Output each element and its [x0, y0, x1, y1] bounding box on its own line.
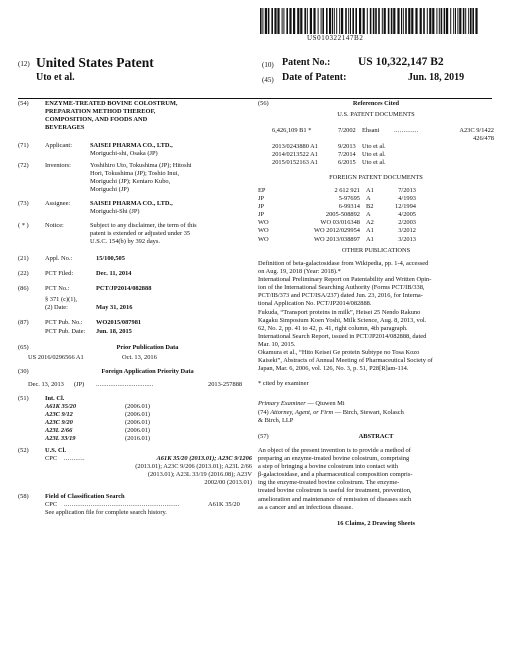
barcode-bar [322, 8, 324, 34]
us-doc-name: Uto et al. [362, 151, 386, 159]
abstract-line: preparing an enzyme-treated bovine colostrum, comprising [258, 455, 410, 463]
barcode-bar [436, 8, 437, 34]
patent-number: US 10,322,147 B2 [358, 56, 444, 68]
foreign-doc-cc: WO [258, 227, 269, 235]
title-line: PREPARATION METHOD THEREOF, [45, 108, 156, 116]
barcode-bar [450, 8, 451, 34]
other-pub-line: 62, No. 2, pp. 41 to 42, p. 41, right column, 4th paragraph. [258, 324, 408, 332]
barcode-bar [350, 8, 351, 34]
barcode-bar [411, 8, 413, 34]
other-pub-line: International Search Report, issued in PCT/JP2014/082888, dated [258, 332, 427, 340]
barcode-bar [397, 8, 399, 34]
foreign-doc-row [258, 211, 494, 219]
barcode-bar [359, 8, 361, 34]
field-code: (58) [18, 493, 29, 500]
code-12: (12) [18, 60, 30, 68]
abstract-line: ing the enzyme-treated bovine colostrum. The enzyme- [258, 479, 400, 487]
prior-code: (65) [18, 344, 29, 351]
pct-filed-date: Dec. 11, 2014 [96, 270, 132, 277]
assignee-label: Assignee: [45, 200, 71, 207]
pct-no-code: (86) [18, 285, 29, 292]
intcl-code: (51) [18, 395, 29, 402]
foreign-doc-number: 2 612 921 [334, 187, 360, 194]
foreign-priority-country: (JP) [74, 381, 85, 388]
field-cpc-dots: ............................................................. [64, 501, 180, 508]
barcode-bar [348, 8, 349, 34]
notice-line: Subject to any disclaimer, the term of this [90, 222, 197, 229]
barcode-bar [457, 8, 458, 34]
barcode-bar [289, 8, 291, 34]
barcode-bar [463, 8, 465, 34]
barcode-bar [373, 8, 375, 34]
barcode-bar [274, 8, 276, 34]
applicant-label: Applicant: [45, 142, 72, 149]
cited-by-examiner: * cited by examiner [258, 380, 309, 387]
abstract-heading: ABSTRACT [358, 433, 394, 440]
foreign-docs-heading: FOREIGN PATENT DOCUMENTS [329, 174, 423, 181]
us-doc-date: 7/2002 [338, 127, 356, 134]
foreign-doc-date: 4/2005 [398, 211, 416, 219]
barcode-bar [321, 8, 322, 34]
field-cpc-value: A61K 35/20 [208, 501, 240, 508]
foreign-doc-date: 3/2012 [398, 227, 416, 235]
foreign-doc-kind: B2 [366, 203, 374, 211]
foreign-doc-cc: JP [258, 211, 265, 219]
foreign-priority-date: Dec. 13, 2013 [28, 381, 64, 388]
barcode-bar [268, 8, 270, 34]
intcl-version: (2006.01) [125, 427, 151, 435]
other-publications [258, 260, 494, 373]
attorney-name-2: & Birch, LLP [258, 417, 294, 424]
other-pub-line: Fukuda, “Transport proteins in milk”, Heisei 25 Nendo Rakuno [258, 308, 421, 316]
other-pub-line: ion of the International Searching Authority (Forms PCT/IB/338, [258, 284, 425, 292]
notice-label: Notice: [45, 222, 64, 229]
abstract-text [258, 447, 494, 512]
foreign-doc-kind: A [366, 195, 371, 203]
barcode-bar [293, 8, 295, 34]
refs-heading: References Cited [352, 100, 400, 107]
foreign-doc-kind: A1 [366, 235, 374, 243]
us-doc-name: Ehsani [362, 127, 380, 134]
pct-pub-number: WO2015/087981 [96, 319, 142, 326]
refs-code: (56) [258, 100, 269, 107]
other-pub-line: on Aug. 19, 2018 (Year: 2018).* [258, 268, 341, 276]
foreign-doc-cc: WO [258, 219, 269, 227]
abstract-line: treated bovine colostrum is useful for treatment, prevention, [258, 487, 412, 495]
s371-label: § 371 (c)(1), [45, 296, 78, 303]
barcode-bar [408, 8, 410, 34]
barcode-bar [341, 8, 343, 34]
barcode-bar [472, 8, 474, 34]
intcl-code-item: A23C 9/12 [45, 411, 73, 419]
barcode-bar [300, 8, 302, 34]
barcode [260, 8, 478, 34]
foreign-priority-dots: ................................ [96, 381, 154, 388]
barcode-bar [441, 8, 443, 34]
barcode-bar [415, 8, 417, 34]
inventors-code: (72) [18, 162, 29, 169]
us-doc-date: 6/2015 [338, 159, 356, 167]
us-doc-class: 426/478 [473, 135, 494, 143]
foreign-doc-row [258, 236, 494, 244]
inventors-line: Moriguchi (JP) [90, 186, 129, 194]
foreign-doc-date: 7/2013 [398, 187, 416, 194]
examiner-line [258, 400, 345, 408]
foreign-doc-kind: A1 [366, 187, 374, 194]
title-code: (54) [18, 100, 29, 107]
inventors-list [90, 162, 250, 194]
attorney-line [258, 409, 404, 417]
barcode-bar [403, 8, 404, 34]
barcode-bar [345, 8, 347, 34]
us-doc-row [258, 127, 494, 135]
barcode-bar [444, 8, 446, 34]
foreign-doc-number: 5-97695 [338, 195, 360, 203]
barcode-bar [355, 8, 357, 34]
other-pub-line: Definition of beta-galactosidase from Wikipedia, pp. 1-4, accessed [258, 260, 429, 267]
other-pub-line: tional Application No. PCT/JP2014/082888. [258, 300, 372, 308]
claims-drawings: 16 Claims, 2 Drawing Sheets [337, 520, 415, 527]
code-45: (45) [262, 76, 274, 84]
other-pub-line: Mar. 10, 2015. [258, 340, 296, 348]
cpc-line-4: 2002/00 (2013.01) [204, 479, 252, 486]
other-pub-line: Okamura et al., “Hito Keisei Ge protein Subtype no Tosa Kozo [258, 349, 420, 357]
pct-filed-code: (22) [18, 270, 29, 277]
s371-date-label: (2) Date: [45, 304, 68, 311]
code-10: (10) [262, 61, 274, 69]
us-doc-name: Uto et al. [362, 143, 386, 151]
barcode-bar [262, 8, 263, 34]
foreign-doc-row [258, 203, 494, 211]
barcode-bar [260, 8, 262, 34]
assignee-location: Moriguchi-Shi (JP) [90, 208, 140, 215]
prior-date: Oct. 13, 2016 [122, 354, 157, 361]
barcode-bar [453, 8, 454, 34]
us-doc-row [258, 151, 494, 159]
attorney-code: (74) [258, 409, 269, 416]
notice-text [90, 222, 250, 246]
other-pub-line: PCT/IB/373 and PCT/ISA/237) dated Jun. 23, 2016, for Interna- [258, 292, 423, 300]
intcl-label: Int. Cl. [45, 395, 65, 402]
foreign-doc-kind: A [366, 211, 371, 219]
us-doc-date: 9/2013 [338, 143, 356, 151]
foreign-priority-number: 2013-257888 [208, 381, 243, 388]
intcl-version: (2006.01) [125, 419, 151, 427]
foreign-doc-date: 3/2013 [398, 235, 416, 243]
intcl-code-item: A23C 9/20 [45, 419, 73, 427]
barcode-bar [326, 8, 328, 34]
uscl-label: U.S. Cl. [45, 447, 66, 454]
barcode-bar [307, 8, 308, 34]
inventors-line: Yoshihiro Uto, Tokushima (JP); Hitoshi [90, 162, 192, 169]
barcode-bar [470, 8, 472, 34]
foreign-doc-number: WO 2012/029954 [314, 227, 360, 235]
us-doc-row [258, 143, 494, 151]
patent-no-label: Patent No.: [282, 57, 331, 68]
notice-line: patent is extended or adjusted under 35 [90, 230, 191, 238]
notice-line: U.S.C. 154(b) by 392 days. [90, 238, 160, 246]
barcode-bar [388, 8, 390, 34]
foreign-doc-number: 6-99314 [338, 203, 360, 211]
foreign-doc-row [258, 187, 494, 195]
barcode-bar [475, 8, 477, 34]
other-pub-line: Kaiseki”, Abstracts of Annual Meeting of Pharmaceutical Society of [258, 357, 433, 365]
barcode-bar [401, 8, 402, 34]
barcode-bar [423, 8, 425, 34]
us-doc-date: 7/2014 [338, 151, 356, 159]
us-doc-row [258, 135, 494, 143]
barcode-bar [459, 8, 461, 34]
foreign-priority-code: (30) [18, 368, 29, 375]
prior-number: US 2016/0296566 A1 [28, 354, 84, 361]
barcode-bar [393, 8, 395, 34]
abstract-line: An object of the present invention is to provide a method of [258, 447, 411, 454]
foreign-doc-kind: A2 [366, 219, 374, 227]
patent-title [45, 100, 245, 132]
intcl-version: (2016.01) [125, 435, 151, 443]
barcode-bar [382, 8, 383, 34]
barcode-bar [363, 8, 365, 34]
barcode-bar [465, 8, 466, 34]
barcode-bar [277, 8, 279, 34]
us-doc-number: 2013/0243880 A1 [272, 143, 318, 151]
us-docs-list [258, 127, 494, 167]
barcode-bar [339, 8, 340, 34]
pct-pub-date-label: PCT Pub. Date: [45, 328, 86, 335]
barcode-bar [370, 8, 372, 34]
intcl-version: (2006.01) [125, 403, 151, 410]
pct-pub-date: Jun. 18, 2015 [96, 328, 132, 335]
title-line: ENZYME-TREATED BOVINE COLOSTRUM, [45, 100, 178, 107]
date-label: Date of Patent: [282, 72, 347, 83]
s371-date: May 31, 2016 [96, 304, 133, 311]
us-docs-heading: U.S. PATENT DOCUMENTS [337, 111, 415, 118]
barcode-bar [332, 8, 333, 34]
foreign-doc-date: 4/1993 [398, 195, 416, 203]
notice-code: ( * ) [18, 222, 29, 229]
barcode-bar [420, 8, 422, 34]
foreign-doc-cc: EP [258, 187, 266, 194]
examiner-label: Primary Examiner [258, 400, 306, 407]
barcode-bar [432, 8, 434, 34]
cpc-line-2: (2013.01); A23C 9/206 (2013.01); A23L 2/66 [135, 463, 252, 470]
other-pub-line: Japan, Mar. 6, 2006, vol. 126, No. 3, p. 51, P28[R]am-114. [258, 365, 409, 373]
us-doc-row [258, 159, 494, 167]
barcode-bar [286, 8, 288, 34]
barcode-bar [378, 8, 380, 34]
barcode-bar [318, 8, 319, 34]
barcode-bar [391, 8, 393, 34]
pct-filed-label: PCT Filed: [45, 270, 74, 277]
barcode-bar [336, 8, 337, 34]
uscl-code: (52) [18, 447, 29, 454]
attorney-name-1: — Birch, Stewart, Kolasch [334, 409, 404, 416]
intcl-code-item: A61K 35/20 [45, 403, 77, 410]
foreign-doc-cc: JP [258, 195, 265, 203]
cpc-label: CPC [45, 455, 58, 462]
abstract-code: (57) [258, 433, 269, 440]
applicant-code: (71) [18, 142, 29, 149]
barcode-bar [367, 8, 368, 34]
barcode-bar [283, 8, 284, 34]
cpc-line-3: (2013.01); A23L 33/19 (2016.08); A23V [147, 471, 252, 478]
barcode-bar [334, 8, 335, 34]
barcode-bar [313, 8, 315, 34]
other-pub-line: Kagaku Simposium Koen Yoshi, Milk Science, Aug. 8, 2013, vol. [258, 316, 427, 324]
pct-pub-label: PCT Pub. No.: [45, 319, 83, 326]
barcode-number: US010322147B2 [307, 34, 364, 42]
foreign-doc-date: 2/2003 [398, 219, 416, 227]
examiner-name: — Qiuwen Mi [307, 400, 345, 407]
assignee-code: (73) [18, 200, 29, 207]
foreign-priority-heading: Foreign Application Priority Data [101, 368, 194, 375]
pct-no-label: PCT No.: [45, 285, 70, 292]
assignee-name: SAISEI PHARMA CO., LTD., [90, 200, 173, 207]
other-publications-heading: OTHER PUBLICATIONS [341, 247, 411, 254]
barcode-bar [265, 8, 267, 34]
applicant-name: SAISEI PHARMA CO., LTD., [90, 142, 173, 149]
foreign-doc-cc: JP [258, 203, 265, 211]
foreign-doc-date: 12/1994 [395, 203, 416, 211]
us-doc-name: Uto et al. [362, 159, 386, 167]
pct-pub-code: (87) [18, 319, 29, 326]
foreign-doc-cc: WO [258, 235, 269, 243]
barcode-bar [427, 8, 428, 34]
cpc-line-1: A61K 35/20 (2013.01); A23C 9/1206 [156, 455, 252, 462]
barcode-bar [429, 8, 431, 34]
intcl-code-item: A23L 33/19 [45, 435, 76, 443]
barcode-bar [282, 8, 283, 34]
pct-number: PCT/JP2014/082888 [96, 285, 152, 292]
barcode-bar [375, 8, 377, 34]
barcode-bar [439, 8, 440, 34]
barcode-bar [468, 8, 469, 34]
inventors-label: Inventors: [45, 162, 71, 169]
field-see: See application file for complete search history. [45, 509, 167, 516]
attorney-label: Attorney, Agent, or Firm [270, 409, 334, 416]
field-cpc-label: CPC [45, 501, 58, 508]
field-label: Field of Classification Search [45, 493, 125, 500]
foreign-doc-row [258, 227, 494, 235]
cpc-dots: ........... [64, 455, 85, 462]
barcode-bar [352, 8, 354, 34]
us-doc-number: 2014/0213522 A1 [272, 151, 318, 159]
barcode-bar [304, 8, 306, 34]
barcode-bar [384, 8, 386, 34]
appl-number: 15/100,505 [96, 255, 125, 262]
foreign-doc-number: 2005-508892 [325, 211, 360, 219]
us-doc-number: 6,426,109 B1 * [272, 127, 312, 134]
abstract-line: amelioration and maintenance of remission of diseases such [258, 495, 412, 503]
foreign-docs-list [258, 187, 494, 244]
title-line: COMPOSITION, AND FOODS AND [45, 116, 148, 124]
inventor-short: Uto et al. [36, 72, 75, 83]
header-divider [18, 98, 492, 99]
barcode-bar [271, 8, 273, 34]
barcode-bar [405, 8, 407, 34]
foreign-doc-row [258, 195, 494, 203]
foreign-doc-row [258, 219, 494, 227]
intcl-code-item: A23L 2/66 [45, 427, 73, 435]
appl-code: (21) [18, 255, 29, 262]
us-doc-number: 2015/0152163 A1 [272, 159, 318, 167]
inventors-line: Moriguchi (JP); Kentaro Kubo, [90, 178, 171, 186]
barcode-bar [455, 8, 456, 34]
foreign-doc-kind: A1 [366, 227, 374, 235]
foreign-doc-number: WO 03/016348 [320, 219, 360, 227]
barcode-bar [329, 8, 331, 34]
inventors-line: Hori, Tokushima (JP); Toshio Inui, [90, 170, 180, 178]
applicant-location: Moriguchi-shi, Osaka (JP) [90, 150, 158, 157]
abstract-line: a step of bringing a bovine colostrum into contact with [258, 463, 399, 471]
patent-date: Jun. 18, 2019 [408, 72, 465, 83]
appl-label: Appl. No.: [45, 255, 73, 262]
us-doc-dots: ............. [394, 127, 419, 134]
barcode-bar [297, 8, 299, 34]
title-line: BEVERAGES [45, 124, 85, 132]
abstract-line: β-galactosidase, and a pharmaceutical composition compris- [258, 471, 413, 479]
foreign-doc-number: WO 2013/038897 [314, 235, 360, 243]
us-doc-class: A23C 9/1422 [459, 127, 494, 134]
intcl-version: (2006.01) [125, 411, 151, 419]
barcode-bar [310, 8, 312, 34]
barcode-bar [446, 8, 448, 34]
other-pub-line: International Preliminary Report on Patentability and Written Opin- [258, 276, 432, 284]
prior-heading: Prior Publication Data [116, 344, 179, 351]
abstract-line: as a cancer and an infectious disease. [258, 503, 353, 511]
patent-type: United States Patent [36, 55, 154, 70]
